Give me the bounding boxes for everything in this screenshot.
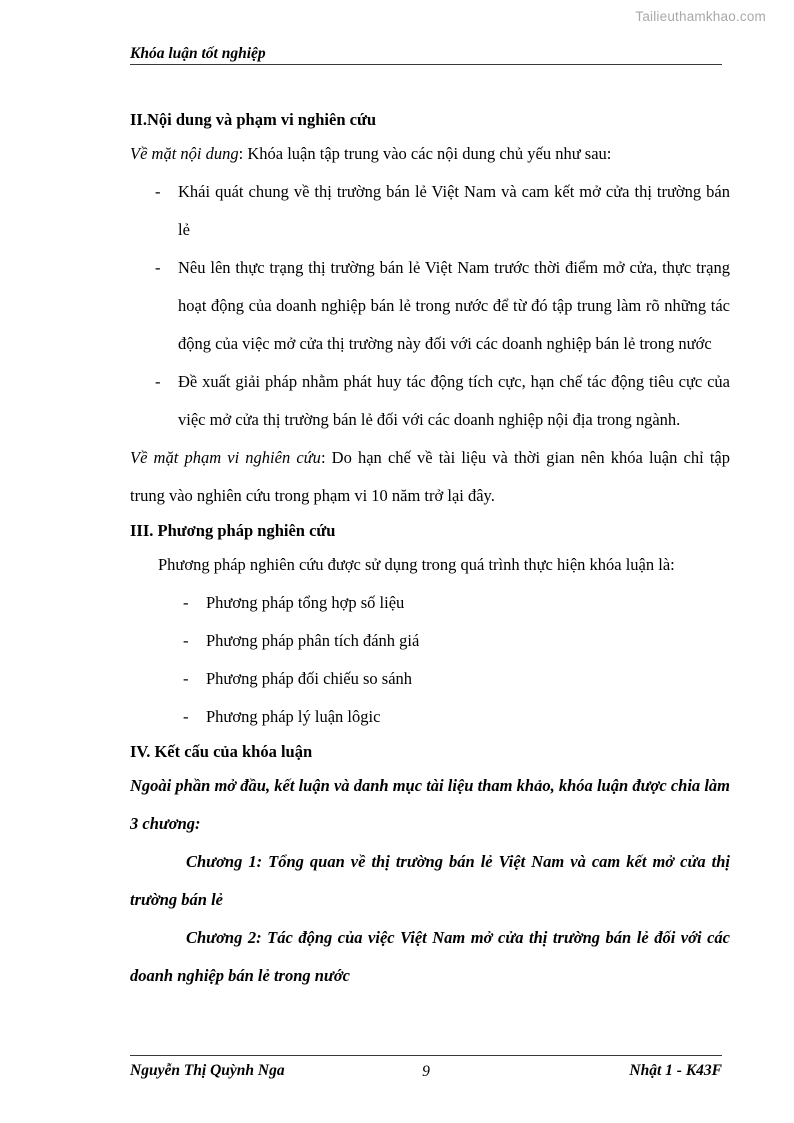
footer-row (130, 1056, 722, 1083)
page-number: 9 (422, 1063, 430, 1080)
list-item (130, 363, 730, 439)
dash-marker-icon: - (183, 669, 189, 688)
chapter-2-line: Chương 2: Tác động của việc Việt Nam mở cửa thị trường bán lẻ đối với các doanh nghiệp bán lẻ trong nước (130, 928, 730, 985)
list-item-text: Nêu lên thực trạng thị trường bán lẻ Việt Nam trước thời điểm mở cửa, thực trạng hoạt động của doanh nghiệp bán lẻ trong nước để từ đó tập trung làm rõ những tác động của việc mở cửa thị trường này đối với các doanh nghiệp bán lẻ trong nước (178, 258, 730, 353)
dash-marker-icon: - (155, 372, 161, 391)
section-ii-scope-italic: Về mặt phạm vi nghiên cứu (130, 448, 321, 467)
section-ii-lead-rest: : Khóa luận tập trung vào các nội dung chủ yếu như sau: (238, 144, 612, 163)
list-item (158, 698, 718, 736)
section-ii-scope (130, 439, 730, 515)
dash-marker-icon: - (155, 258, 161, 277)
section-ii-bullet-list (130, 173, 730, 439)
section-ii-lead (130, 135, 730, 173)
section-iv-intro: Ngoài phần mở đầu, kết luận và danh mục tài liệu tham khảo, khóa luận được chia làm 3 chương: (130, 776, 730, 833)
list-item (158, 660, 718, 698)
dash-marker-icon: - (183, 593, 189, 612)
list-item (130, 249, 730, 363)
header-divider (130, 64, 722, 65)
chapter-1-line: Chương 1: Tổng quan về thị trường bán lẻ Việt Nam và cam kết mở cửa thị trường bán lẻ (130, 852, 730, 909)
list-item (158, 622, 718, 660)
running-header (130, 44, 722, 65)
list-item-text: Phương pháp tổng hợp số liệu (206, 593, 405, 612)
watermark-text: Tailieuthamkhao.com (635, 9, 766, 24)
list-item-text: Đề xuất giải pháp nhằm phát huy tác động tích cực, hạn chế tác động tiêu cực của việc mở cửa thị trường bán lẻ đối với các doanh nghiệp nội địa trong ngành. (178, 372, 730, 429)
list-item-text: Phương pháp đối chiếu so sánh (206, 669, 413, 688)
section-iii-heading: III. Phương pháp nghiên cứu (130, 521, 336, 540)
header-title: Khóa luận tốt nghiệp (130, 45, 266, 62)
list-item-text: Phương pháp phân tích đánh giá (206, 631, 420, 650)
running-footer (130, 1055, 722, 1083)
list-item-text: Khái quát chung về thị trường bán lẻ Việt Nam và cam kết mở cửa thị trường bán lẻ (178, 182, 730, 239)
section-ii-scope-rest: : Do hạn chế về tài liệu và thời gian nên khóa luận chỉ tập trung vào nghiên cứu trong phạm vi 10 năm trở lại đây. (130, 448, 730, 505)
section-ii-lead-italic: Về mặt nội dung (130, 144, 239, 163)
section-ii-heading: II.Nội dung và phạm vi nghiên cứu (130, 110, 377, 129)
section-iii-lead: Phương pháp nghiên cứu được sử dụng trong quá trình thực hiện khóa luận là: (158, 555, 675, 574)
document-body (130, 104, 730, 995)
section-iii-bullet-list (158, 584, 718, 736)
footer-class: Nhật 1 - K43F (629, 1062, 722, 1079)
section-iv-heading: IV. Kết cấu của khóa luận (130, 742, 313, 761)
dash-marker-icon: - (155, 182, 161, 201)
dash-marker-icon: - (183, 707, 189, 726)
list-item (130, 173, 730, 249)
dash-marker-icon: - (183, 631, 189, 650)
list-item (158, 584, 718, 622)
list-item-text: Phương pháp lý luận lôgic (206, 707, 381, 726)
footer-author: Nguyễn Thị Quỳnh Nga (130, 1062, 285, 1079)
